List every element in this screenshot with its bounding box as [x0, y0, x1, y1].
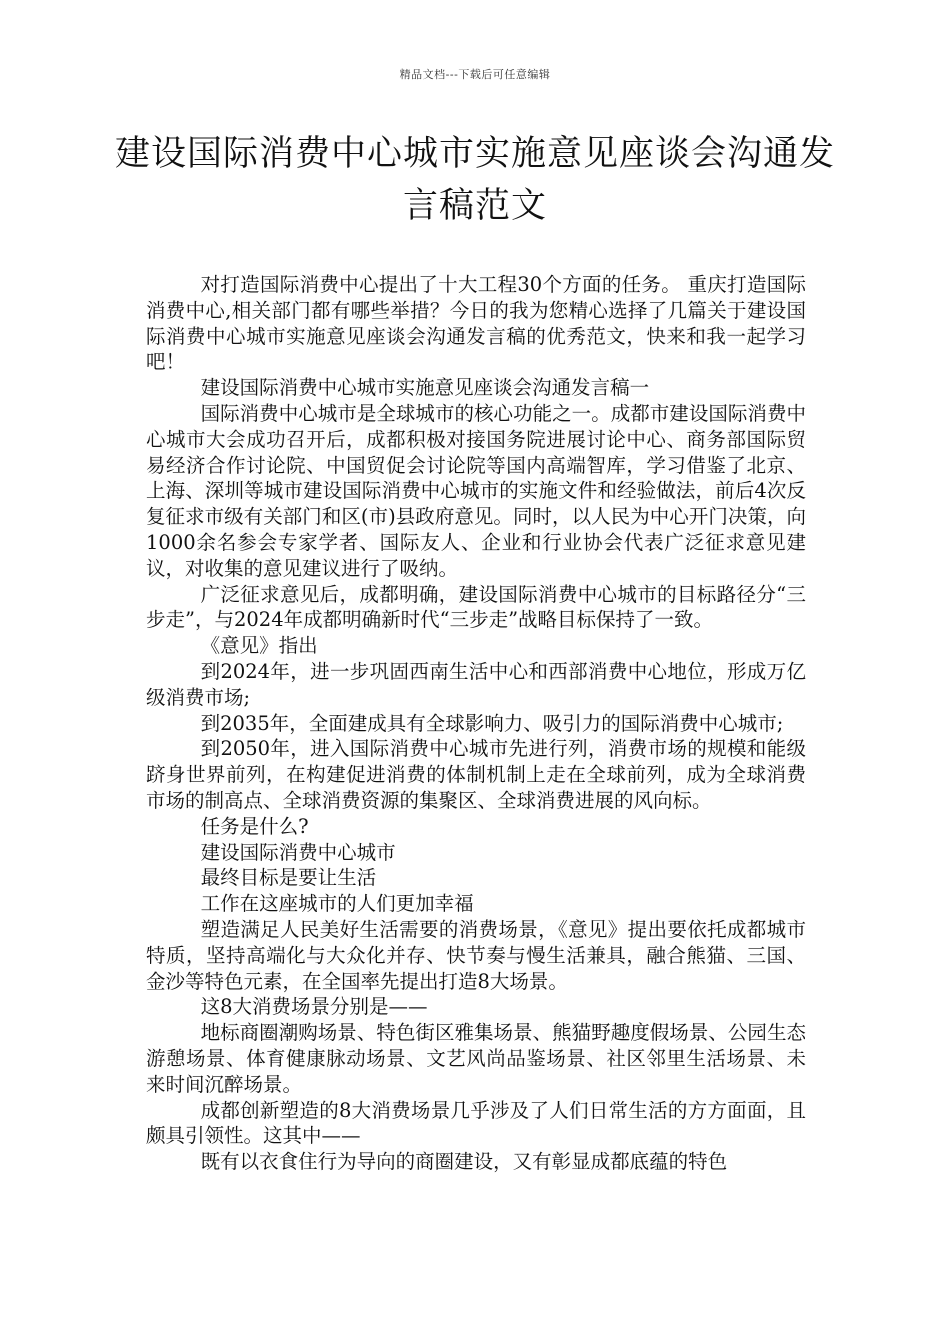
- paragraph: 这8大消费场景分别是——: [200, 995, 428, 1019]
- paragraph: 国际消费中心城市是全球城市的核心功能之一。成都市建设国际消费中心城市大会成功召开后，成都积极对接国务院进展讨论中心、商务部国际贸易经济合作讨论院、中国贸促会讨论院等国内高端智库，学习借鉴了北京、上海、深圳等城市建设国际消费中心城市的实施文件和经验做法，前后4次反复征求市级有关部门和区(市)县政府意见。同时，以人民为中心开门决策，向1000余名参会专家学者、国际友人、企业和行业协会代表广泛征求意见建议，对收集的意见建议进行了吸纳。: [146, 401, 806, 580]
- document-title: 建设国际消费中心城市实施意见座谈会沟通发言稿范文: [114, 134, 835, 226]
- paragraph: 到2050年，进入国际消费中心城市先进行列，消费市场的规模和能级跻身世界前列，在构建促进消费的体制机制上走在全球前列，成为全球消费市场的制高点、全球消费资源的集聚区、全球消费进展的风向标。: [146, 737, 806, 812]
- paragraph: 建设国际消费中心城市: [200, 840, 396, 864]
- document-body: [146, 272, 806, 1175]
- paragraph: 塑造满足人民美好生活需要的消费场景，《意见》提出要依托成都城市特质，坚持高端化与大众化并存、快节奏与慢生活兼具，融合熊猫、三国、金沙等特色元素，在全国率先提出打造8大场景。: [146, 917, 806, 993]
- paragraph: 对打造国际消费中心提出了十大工程30个方面的任务。 重庆打造国际消费中心,相关部门都有哪些举措？今日的我为您精心选择了几篇关于建设国际消费中心城市实施意见座谈会沟通发言稿的优秀范文，快来和我一起学习吧！: [146, 273, 806, 374]
- paragraph: 最终目标是要让生活: [200, 866, 377, 890]
- paragraph: 《意见》指出: [200, 634, 318, 658]
- paragraph: 到2035年，全面建成具有全球影响力、吸引力的国际消费中心城市;: [200, 711, 784, 735]
- paragraph: 地标商圈潮购场景、特色街区雅集场景、熊猫野趣度假场景、公园生态游憩场景、体育健康脉动场景、文艺风尚品鉴场景、社区邻里生活场景、未来时间沉醉场景。: [146, 1021, 806, 1096]
- header-note: 精品文档---下载后可任意编辑: [399, 68, 551, 81]
- paragraph: 工作在这座城市的人们更加幸福: [200, 892, 474, 916]
- paragraph: 到2024年，进一步巩固西南生活中心和西部消费中心地位，形成万亿级消费市场;: [146, 659, 806, 709]
- section-heading: 建设国际消费中心城市实施意见座谈会沟通发言稿一: [200, 376, 650, 400]
- paragraph: 既有以衣食住行为导向的商圈建设，又有彰显成都底蕴的特色: [200, 1150, 728, 1174]
- paragraph: 任务是什么?: [200, 814, 309, 838]
- paragraph: 成都创新塑造的8大消费场景几乎涉及了人们日常生活的方方面面，且颇具引领性。这其中——: [146, 1098, 806, 1148]
- paragraph: 广泛征求意见后，成都明确，建设国际消费中心城市的目标路径分“三步走”，与2024年成都明确新时代“三步走”战略目标保持了一致。: [146, 582, 806, 632]
